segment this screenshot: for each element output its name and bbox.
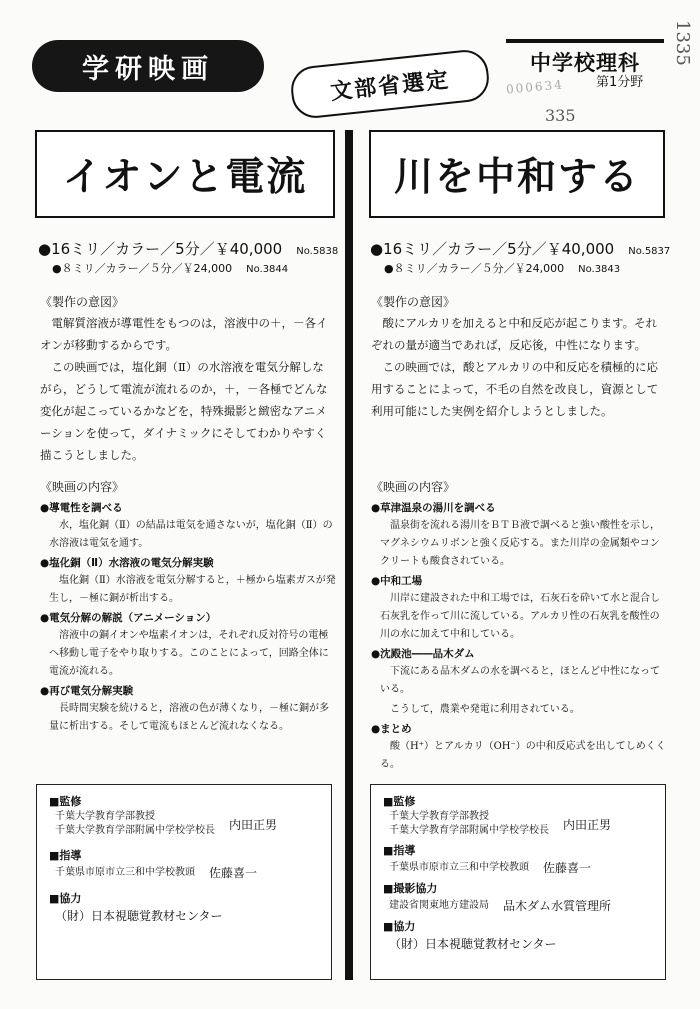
item-heading: ●中和工場 bbox=[371, 575, 423, 587]
credit-supervision-row bbox=[49, 810, 319, 838]
right-spec-8mm bbox=[384, 260, 620, 276]
left-spec-8mm-text: ●８ミリ／カラー／５分／￥24,000 bbox=[52, 262, 233, 275]
item-heading: ●まとめ bbox=[371, 723, 412, 735]
item-body: こうして，農業や発電に利用されている。 bbox=[390, 704, 580, 715]
item-body: 塩化銅（Ⅱ）水溶液を電気分解すると，＋極から塩素ガスが発生し，－極に銅が析出する。 bbox=[49, 575, 336, 604]
credit-title-line: 千葉大学教育学部附属中学校学校長 bbox=[389, 825, 549, 836]
list-item bbox=[371, 573, 667, 644]
credit-photo-line: 建設省関東地方建設局 bbox=[389, 899, 489, 911]
list-item bbox=[40, 610, 336, 681]
left-spec-16mm bbox=[38, 238, 338, 259]
list-item bbox=[371, 646, 667, 699]
item-body: 長時間実験を続けると，溶液の色が薄くなり，－極に銅が多量に析出する。そして電流もほとんど流れなくなる。 bbox=[49, 703, 329, 732]
handwritten-number-side: 335 bbox=[545, 106, 576, 125]
credit-title-line: 千葉大学教育学部附属中学校学校長 bbox=[55, 825, 215, 836]
right-spec-16mm-text: ●16ミリ／カラー／5分／￥40,000 bbox=[370, 240, 615, 258]
left-no-16mm: No.5838 bbox=[296, 246, 339, 257]
credit-guidance-name: 佐藤喜一 bbox=[543, 861, 592, 875]
right-content-list bbox=[371, 500, 667, 776]
left-spec-8mm bbox=[52, 260, 288, 276]
credit-supervision-titles bbox=[389, 810, 549, 838]
stamped-number: 000634 bbox=[505, 77, 565, 97]
item-heading: ●再び電気分解実験 bbox=[40, 685, 134, 697]
credit-supervision-name: 内田正男 bbox=[229, 817, 278, 832]
right-intent-paragraph: この映画では，酸とアルカリの中和反応を積極的に応用することによって，不毛の自然を改良し，資源として利用可能にした実例を紹介しようとしました。 bbox=[371, 360, 659, 418]
credit-guidance-label: ■指導 bbox=[49, 849, 82, 862]
credit-supervision-label: ■監修 bbox=[383, 795, 416, 808]
credit-cooperation-label: ■協力 bbox=[383, 920, 416, 933]
left-intent-paragraph: 電解質溶液が導電性をもつのは，溶液中の＋，－各イオンが移動するからです。 bbox=[40, 316, 328, 352]
credit-supervision-label: ■監修 bbox=[49, 795, 82, 808]
right-intent-body bbox=[371, 312, 663, 422]
item-heading: ●塩化銅（Ⅱ）水溶液の電気分解実験 bbox=[40, 557, 214, 569]
list-item bbox=[371, 721, 667, 774]
item-body: 川岸に建設された中和工場では，石灰石を砕いて水と混合し石灰乳を作って川に流している。アルカリ性の石灰乳を酸性の川の水に加えて中和している。 bbox=[380, 593, 660, 640]
gakken-eiga-logo: 学研映画 bbox=[32, 40, 264, 92]
credit-guidance-name: 佐藤喜一 bbox=[209, 866, 258, 880]
credit-guidance-row bbox=[383, 859, 653, 876]
credit-cooperation-row bbox=[383, 935, 653, 952]
item-heading: ●導電性を調べる bbox=[40, 502, 123, 514]
column-divider bbox=[345, 130, 353, 980]
credit-guidance-line: 千葉県市原市立三和中学校教頭 bbox=[55, 866, 195, 878]
credit-supervision-row bbox=[383, 810, 653, 838]
credit-title-line: 千葉大学教育学部教授 bbox=[389, 811, 489, 822]
credit-title-line: 千葉大学教育学部教授 bbox=[55, 811, 155, 822]
item-body: 下流にある品木ダムの水を調べると，ほとんど中性になっている。 bbox=[380, 666, 660, 695]
item-body: 酸（H⁺）とアルカリ（OH⁻）の中和反応式を出してしめくくる。 bbox=[380, 741, 666, 770]
left-intent-heading: 《製作の意図》 bbox=[40, 295, 125, 309]
left-intent-body bbox=[40, 312, 330, 466]
item-heading: ●電気分解の解説（アニメーション） bbox=[40, 612, 217, 624]
credit-guidance-row bbox=[49, 864, 319, 881]
credit-supervision-titles bbox=[55, 810, 215, 838]
right-no-8mm: No.3843 bbox=[578, 264, 621, 275]
credit-guidance-label: ■指導 bbox=[383, 844, 416, 857]
credit-photo-name: 品木ダム水質管理所 bbox=[503, 899, 612, 913]
right-content-heading: 《映画の内容》 bbox=[371, 480, 456, 494]
credit-guidance-line: 千葉県市原市立三和中学校教頭 bbox=[389, 861, 529, 873]
item-body: 溶液中の銅イオンや塩素イオンは，それぞれ反対符号の電極へ移動し電子をやり取りする。このことによって，回路全体に電流が流れる。 bbox=[49, 630, 329, 677]
right-no-16mm: No.5837 bbox=[628, 246, 671, 257]
credit-cooperation-row bbox=[49, 907, 319, 924]
list-item bbox=[40, 500, 336, 553]
list-item bbox=[371, 701, 667, 719]
left-spec-16mm-text: ●16ミリ／カラー／5分／￥40,000 bbox=[38, 240, 283, 258]
handwritten-number-top: 1335 bbox=[672, 20, 693, 66]
right-intent-paragraph: 酸にアルカリを加えると中和反応が起こります。それぞれの量が適当であれば，反応後，中性になります。 bbox=[371, 316, 658, 352]
credit-photo-label: ■撮影協力 bbox=[383, 882, 438, 895]
right-title: 川を中和する bbox=[369, 130, 665, 218]
right-spec-16mm bbox=[370, 238, 670, 259]
subject-label: 中学校理科 bbox=[506, 39, 664, 77]
credit-photo-row bbox=[383, 897, 653, 914]
left-no-8mm: No.3844 bbox=[246, 264, 289, 275]
credit-supervision-name: 内田正男 bbox=[563, 817, 612, 832]
list-item bbox=[40, 555, 336, 608]
credit-cooperation-line: （財）日本視聴覚教材センター bbox=[55, 909, 223, 923]
item-body: 水，塩化銅（Ⅱ）の結晶は電気を通さないが，塩化銅（Ⅱ）の水溶液は電気を通す。 bbox=[49, 520, 333, 549]
item-heading: ●草津温泉の湯川を調べる bbox=[371, 502, 496, 514]
credit-cooperation-line: （財）日本視聴覚教材センター bbox=[389, 937, 557, 951]
ministry-selection-badge: 文部省選定 bbox=[289, 48, 491, 120]
credit-cooperation-label: ■協力 bbox=[49, 892, 82, 905]
left-content-list bbox=[40, 500, 336, 738]
item-heading: ●沈殿池――品木ダム bbox=[371, 648, 475, 660]
field-label: 第1分野 bbox=[596, 75, 644, 90]
left-intent-paragraph: この映画では，塩化銅（Ⅱ）の水溶液を電気分解しながら，どうして電流が流れるのか，＋，－各極でどんな変化が起こっているかなどを，特殊撮影と緻密なアニメーションを使って，ダイナミックにそしてわかりやすく描こうとしました。 bbox=[40, 360, 328, 462]
left-title: イオンと電流 bbox=[35, 130, 335, 218]
right-credits-box bbox=[370, 784, 666, 980]
list-item bbox=[40, 683, 336, 736]
left-credits-box bbox=[36, 784, 332, 980]
right-spec-8mm-text: ●８ミリ／カラー／５分／￥24,000 bbox=[384, 262, 565, 275]
item-body: 温泉街を流れる湯川をＢＴＢ液で調べると強い酸性を示し，マグネシウムリボンと強く反応する。また川岸の金属類やコンクリートも酸食されている。 bbox=[380, 520, 660, 567]
left-content-heading: 《映画の内容》 bbox=[40, 480, 125, 494]
list-item bbox=[371, 500, 667, 571]
right-intent-heading: 《製作の意図》 bbox=[371, 295, 456, 309]
